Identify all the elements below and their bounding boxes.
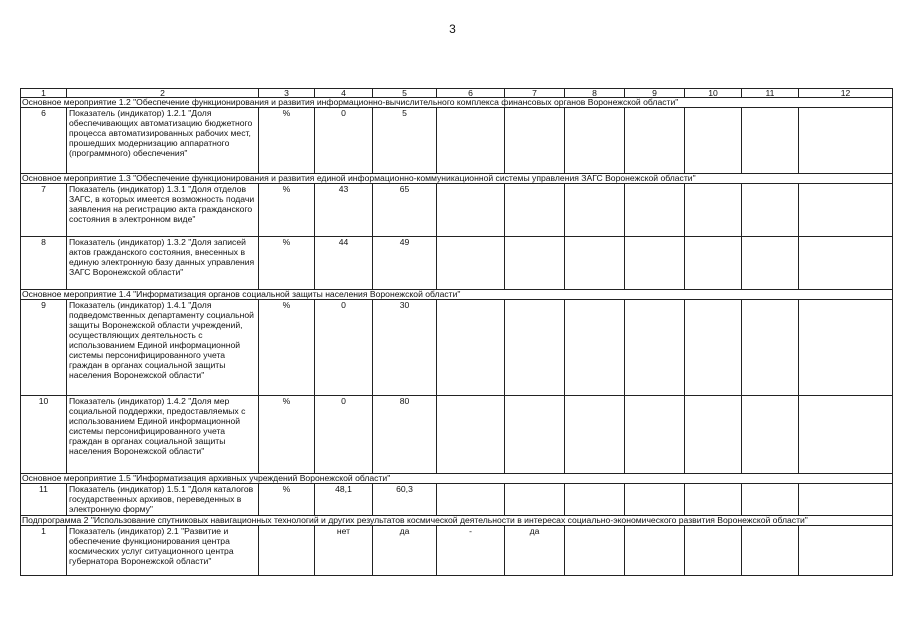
value-cell [437,237,505,290]
value-cell [685,300,742,396]
indicators-table [20,88,893,576]
value-cell: 44 [315,237,373,290]
value-cell: - [437,526,505,576]
value-cell [799,396,893,474]
table-row [21,396,893,474]
table-row [21,300,893,396]
column-number-cell: 12 [799,89,893,98]
row-number-cell: 8 [21,237,67,290]
value-cell [565,484,625,516]
unit-cell: % [259,300,315,396]
value-cell: 5 [373,108,437,174]
section-title: Основное мероприятие 1.4 "Информатизация органов социальной защиты населения Воронежской области" [21,290,893,300]
section-header-row [21,474,893,484]
unit-cell: % [259,184,315,237]
value-cell [799,484,893,516]
value-cell [505,300,565,396]
value-cell [742,484,799,516]
value-cell: 65 [373,184,437,237]
value-cell [625,184,685,237]
value-cell [799,237,893,290]
column-number-cell: 11 [742,89,799,98]
indicator-name-cell: Показатель (индикатор) 1.3.2 "Доля записей актов гражданского состояния, внесенных в единую электронную базу данных управления ЗАГС Воронежской области" [67,237,259,290]
column-number-cell: 7 [505,89,565,98]
value-cell: 0 [315,300,373,396]
table-body [21,89,893,576]
value-cell [437,300,505,396]
section-header-row [21,290,893,300]
value-cell [505,184,565,237]
value-cell: 49 [373,237,437,290]
value-cell [437,184,505,237]
column-number-cell: 9 [625,89,685,98]
value-cell [685,484,742,516]
value-cell [625,484,685,516]
column-number-cell: 1 [21,89,67,98]
value-cell: 30 [373,300,437,396]
table-row [21,484,893,516]
column-number-cell: 4 [315,89,373,98]
value-cell [742,184,799,237]
value-cell [799,184,893,237]
value-cell [685,526,742,576]
section-title: Подпрограмма 2 "Использование спутниковых навигационных технологий и других результатов космической деятельности в интересах социально-экономического развития Воронежской области" [21,516,893,526]
row-number-cell: 6 [21,108,67,174]
unit-cell: % [259,484,315,516]
section-title: Основное мероприятие 1.5 "Информатизация архивных учреждений Воронежской области" [21,474,893,484]
value-cell [685,396,742,474]
column-number-cell: 5 [373,89,437,98]
value-cell [565,108,625,174]
indicator-name-cell: Показатель (индикатор) 1.4.2 "Доля мер социальной поддержки, предоставляемых с использованием Единой информационной системы персонифицированного учета граждан в органах социальной защиты населения Воронежской области" [67,396,259,474]
value-cell [565,396,625,474]
value-cell [685,108,742,174]
row-number-cell: 9 [21,300,67,396]
value-cell: 0 [315,396,373,474]
value-cell [799,526,893,576]
row-number-cell: 1 [21,526,67,576]
indicator-name-cell: Показатель (индикатор) 1.4.1 "Доля подведомственных департаменту социальной защиты Воронежской области учреждений, осуществляющих деятельность с использованием Единой информационной системы персонифицированного учета граждан в органах социальной защиты населения Воронежской области" [67,300,259,396]
column-number-cell: 3 [259,89,315,98]
value-cell [625,237,685,290]
value-cell [505,484,565,516]
value-cell [742,237,799,290]
table-row [21,108,893,174]
page-number: 3 [449,22,456,36]
value-cell [742,300,799,396]
value-cell [505,108,565,174]
value-cell [742,526,799,576]
value-cell: 48,1 [315,484,373,516]
value-cell [799,300,893,396]
value-cell [685,237,742,290]
column-number-row [21,89,893,98]
value-cell [625,396,685,474]
column-number-cell: 6 [437,89,505,98]
value-cell: 60,3 [373,484,437,516]
value-cell: нет [315,526,373,576]
value-cell [437,108,505,174]
row-number-cell: 7 [21,184,67,237]
value-cell [799,108,893,174]
indicator-name-cell: Показатель (индикатор) 1.5.1 "Доля каталогов государственных архивов, переведенных в электронную форму" [67,484,259,516]
table-row [21,526,893,576]
row-number-cell: 10 [21,396,67,474]
table-row [21,237,893,290]
value-cell: 43 [315,184,373,237]
value-cell [437,396,505,474]
value-cell [625,300,685,396]
value-cell [625,526,685,576]
section-title: Основное мероприятие 1.3 "Обеспечение функционирования и развития единой информационно-коммуникационной системы управления ЗАГС Воронежской области" [21,174,893,184]
value-cell: 0 [315,108,373,174]
section-header-row [21,174,893,184]
section-title: Основное мероприятие 1.2 "Обеспечение функционирования и развития информационно-вычислительного комплекса финансовых органов Воронежской области" [21,98,893,108]
value-cell: да [373,526,437,576]
value-cell [505,237,565,290]
value-cell [565,526,625,576]
indicator-name-cell: Показатель (индикатор) 1.3.1 "Доля отделов ЗАГС, в которых имеется возможность подачи заявления на регистрацию акта гражданского состояния в электронном виде" [67,184,259,237]
value-cell [565,300,625,396]
section-header-row [21,98,893,108]
section-header-row [21,516,893,526]
value-cell [565,184,625,237]
value-cell: да [505,526,565,576]
unit-cell: % [259,396,315,474]
value-cell [625,108,685,174]
indicator-name-cell: Показатель (индикатор) 2.1 "Развитие и обеспечение функционирования центра космических услуг ситуационного центра губернатора Воронежской области" [67,526,259,576]
column-number-cell: 2 [67,89,259,98]
value-cell [565,237,625,290]
value-cell [505,396,565,474]
value-cell: 80 [373,396,437,474]
column-number-cell: 10 [685,89,742,98]
indicator-name-cell: Показатель (индикатор) 1.2.1 "Доля обеспечивающих автоматизацию бюджетного процесса автоматизированных рабочих мест, прошедших модернизацию аппаратного (программного) обеспечения" [67,108,259,174]
column-number-cell: 8 [565,89,625,98]
unit-cell: % [259,237,315,290]
row-number-cell: 11 [21,484,67,516]
table-row [21,184,893,237]
unit-cell [259,526,315,576]
value-cell [437,484,505,516]
value-cell [685,184,742,237]
unit-cell: % [259,108,315,174]
value-cell [742,108,799,174]
value-cell [742,396,799,474]
